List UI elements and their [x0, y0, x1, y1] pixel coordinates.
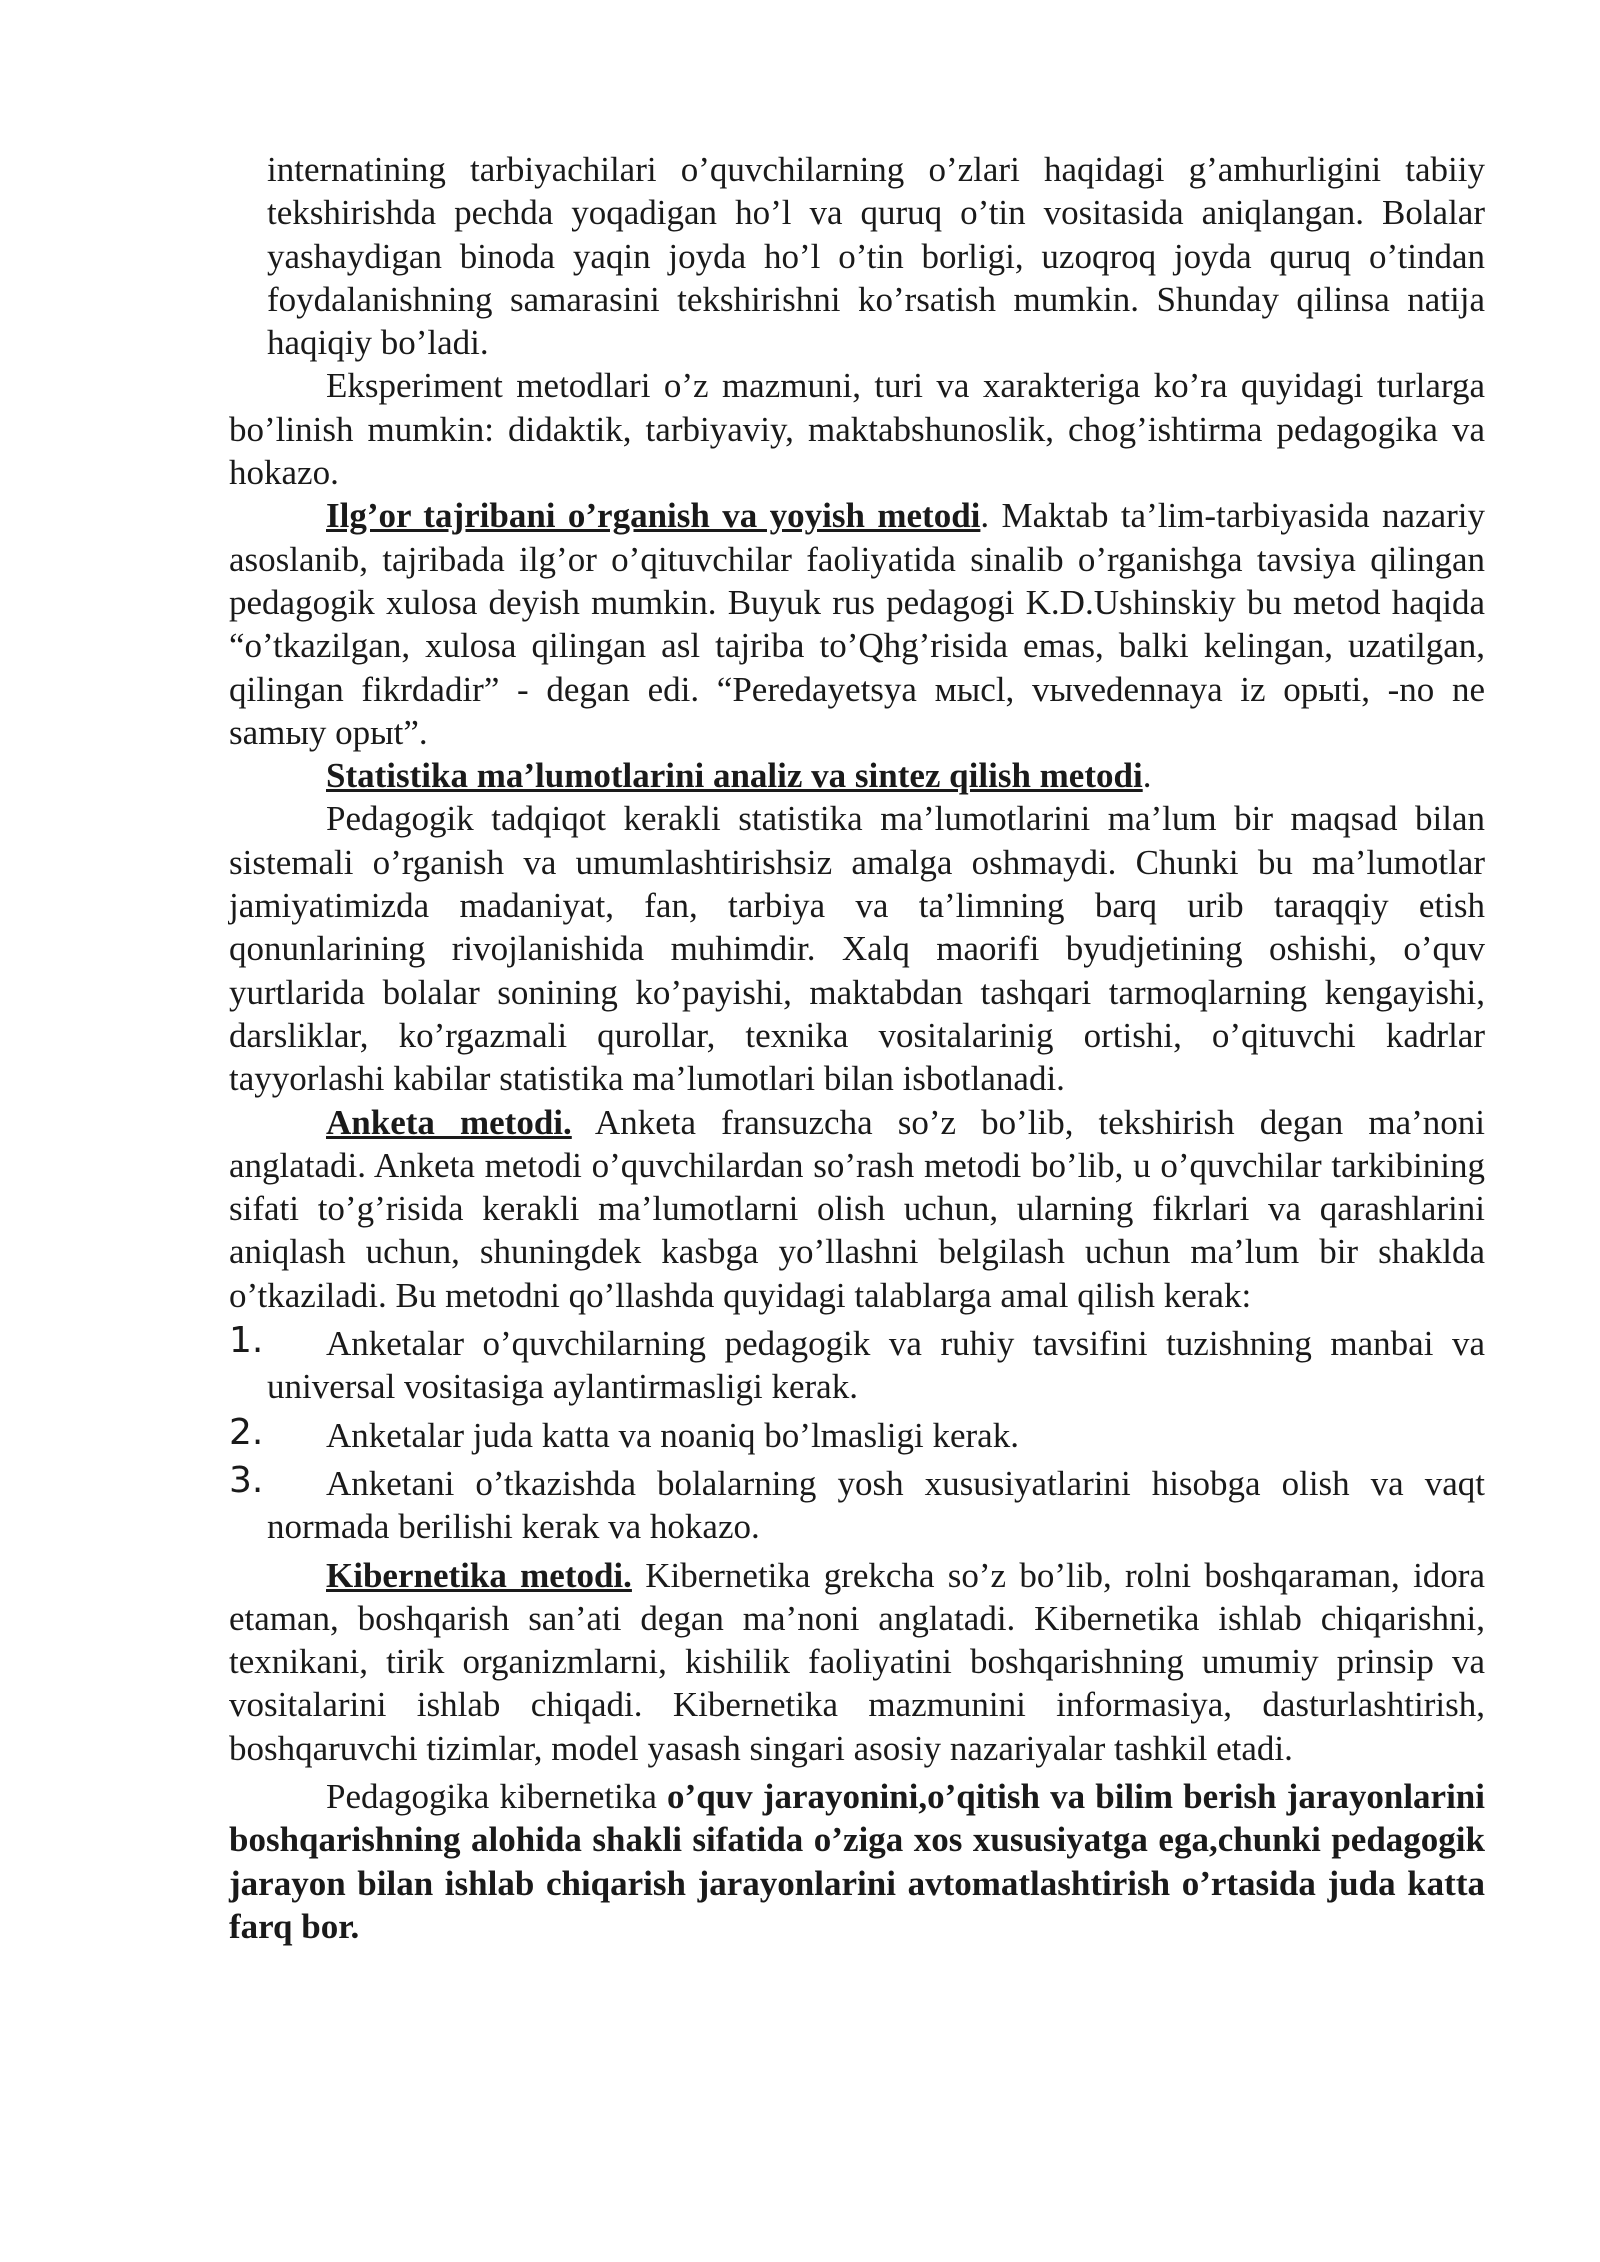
requirements-list	[229, 1322, 1485, 1548]
heading-statistics-method: Statistika ma’lumotlarini analiz va sintez qilish metodi	[326, 756, 1143, 796]
list-item	[229, 1322, 1485, 1409]
heading-cybernetics-method: Kibernetika metodi.	[326, 1555, 632, 1595]
paragraph-questionnaire	[229, 1101, 1485, 1317]
document-body	[229, 148, 1485, 1948]
list-item-text: Anketalar juda katta va noaniq bo’lmasligi kerak.	[326, 1415, 1019, 1455]
paragraph-questionnaire-text: Anketa fransuzcha so’z bo’lib, tekshirish degan ma’noni anglatadi. Anketa metodi o’quvchilardan so’rash metodi bo’lib, u o’quvchilar tarkibining sifati to’g’risida kerakli ma’lumotlarni olish uchun, ularning fikrlari va qarashlarini aniqlash uchun, shuningdek kasbga yo’llashni belgilash uchun ma’lum bir shaklda o’tkaziladi. Bu metodni qo’llashda quyidagi talablarga amal qilish kerak:	[229, 1102, 1485, 1315]
paragraph-cybernetics-text: Kibernetika grekcha so’z bo’lib, rolni boshqaraman, idora etaman, boshqarish san’ati degan ma’noni anglatadi. Kibernetika ishlab chiqarishni, texnikani, tirik organizmlarni, kishilik faoliyatini boshqarishning umumiy prinsip va vositalarini ishlab chiqadi. Kibernetika mazmunini informasiya, dasturlashtirish, boshqaruvchi tizimlar, model yasash singari asosiy nazariyalar tashkil etadi.	[229, 1555, 1485, 1768]
paragraph-pedagogical-cybernetics-bold: o’quv jarayonini,o’qitish va bilim berish jarayonlarini boshqarishning alohida shakli sifatida o’ziga xos xususiyatga ega,chunki pedagogik jarayon bilan ishlab chiqarish jarayonlarini avtomatlashtirish o’rtasida juda katta farq bor.	[229, 1776, 1485, 1946]
list-item-text: Anketani o’tkazishda bolalarning yosh xususiyatlarini hisobga olish va vaqt normada berilishi kerak va hokazo.	[267, 1463, 1485, 1547]
paragraph-statistics-heading	[229, 754, 1485, 797]
list-item-number: 3.	[229, 1459, 264, 1501]
paragraph-cybernetics	[229, 1554, 1485, 1770]
paragraph-statistics-body: Pedagogik tadqiqot kerakli statistika ma’lumotlarini ma’lum bir maqsad bilan sistemali o’rganish va umumlashtirishsiz amalga oshmaydi. Chunki bu ma’lumotlar jamiyatimizda madaniyat, fan, tarbiya va ta’limning barq urib taraqqiy etish qonunlarining rivojlanishida muhimdir. Xalq maorifi byudjetining oshishi, o’quv yurtlarida bolalar sonining ko’payishi, maktabdan tashqari tarmoqlarning kengayishi, darsliklar, ko’rgazmali qurollar, texnika vositalarinig ortishi, o’qituvchi kadrlar tayyorlashi kabilar statistika ma’lumotlari bilan isbotlanadi.	[229, 799, 1485, 1099]
list-item-number: 1.	[229, 1320, 264, 1362]
heading-statistics-period: .	[1142, 756, 1152, 796]
list-item-text: Anketalar o’quvchilarning pedagogik va ruhiy tavsifini tuzishning manbai va universal vositasiga aylantirmasligi kerak.	[267, 1324, 1485, 1407]
heading-advanced-experience-method: Ilg’or tajribani o’rganish va yoyish metodi	[326, 496, 981, 536]
paragraph-pedagogical-cybernetics-intro: Pedagogika kibernetika	[326, 1776, 668, 1816]
paragraph-experiment-example: internatining tarbiyachilari o’quvchilarning o’zlari haqidagi g’amhurligini tabiiy tekshirishda pechda yoqadigan ho’l va quruq o’tin vositasida aniqlangan. Bolalar yashaydigan binoda yaqin joyda ho’l o’tin borligi, uzoqroq joyda quruq o’tindan foydalanishning samarasini tekshirishni ko’rsatish mumkin. Shunday qilinsa natija haqiqiy bo’ladi.	[267, 150, 1485, 363]
list-item	[229, 1459, 1485, 1549]
list-item-number: 2.	[229, 1411, 264, 1453]
paragraph-pedagogical-cybernetics	[229, 1775, 1485, 1948]
list-item	[229, 1411, 1485, 1457]
paragraph-advanced-experience	[229, 494, 1485, 754]
paragraph-advanced-experience-text: . Maktab ta’lim-tarbiyasida nazariy asoslanib, tajribada ilg’or o’qituvchilar faoliyatida sinalib o’rganishga tavsiya qilingan pedagogik xulosa deyish mumkin. Buyuk rus pedagogi K.D.Ushinskiy bu metod haqida “o’tkazilgan, xulosa qilingan asl tajriba to’Qhg’risida emas, balki kelingan, uzatilgan, qilingan fikrdadir” - degan edi. “Peredayetsya мысl, vыvedennaya iz opыti, -no ne samыy opыt”.	[229, 496, 1485, 752]
paragraph-experiment-types: Eksperiment metodlari o’z mazmuni, turi va xarakteriga ko’ra quyidagi turlarga bo’linish mumkin: didaktik, tarbiyaviy, maktabshunoslik, chog’ishtirma pedagogika va hokazo.	[229, 366, 1485, 493]
heading-questionnaire-method: Anketa metodi.	[326, 1102, 572, 1142]
